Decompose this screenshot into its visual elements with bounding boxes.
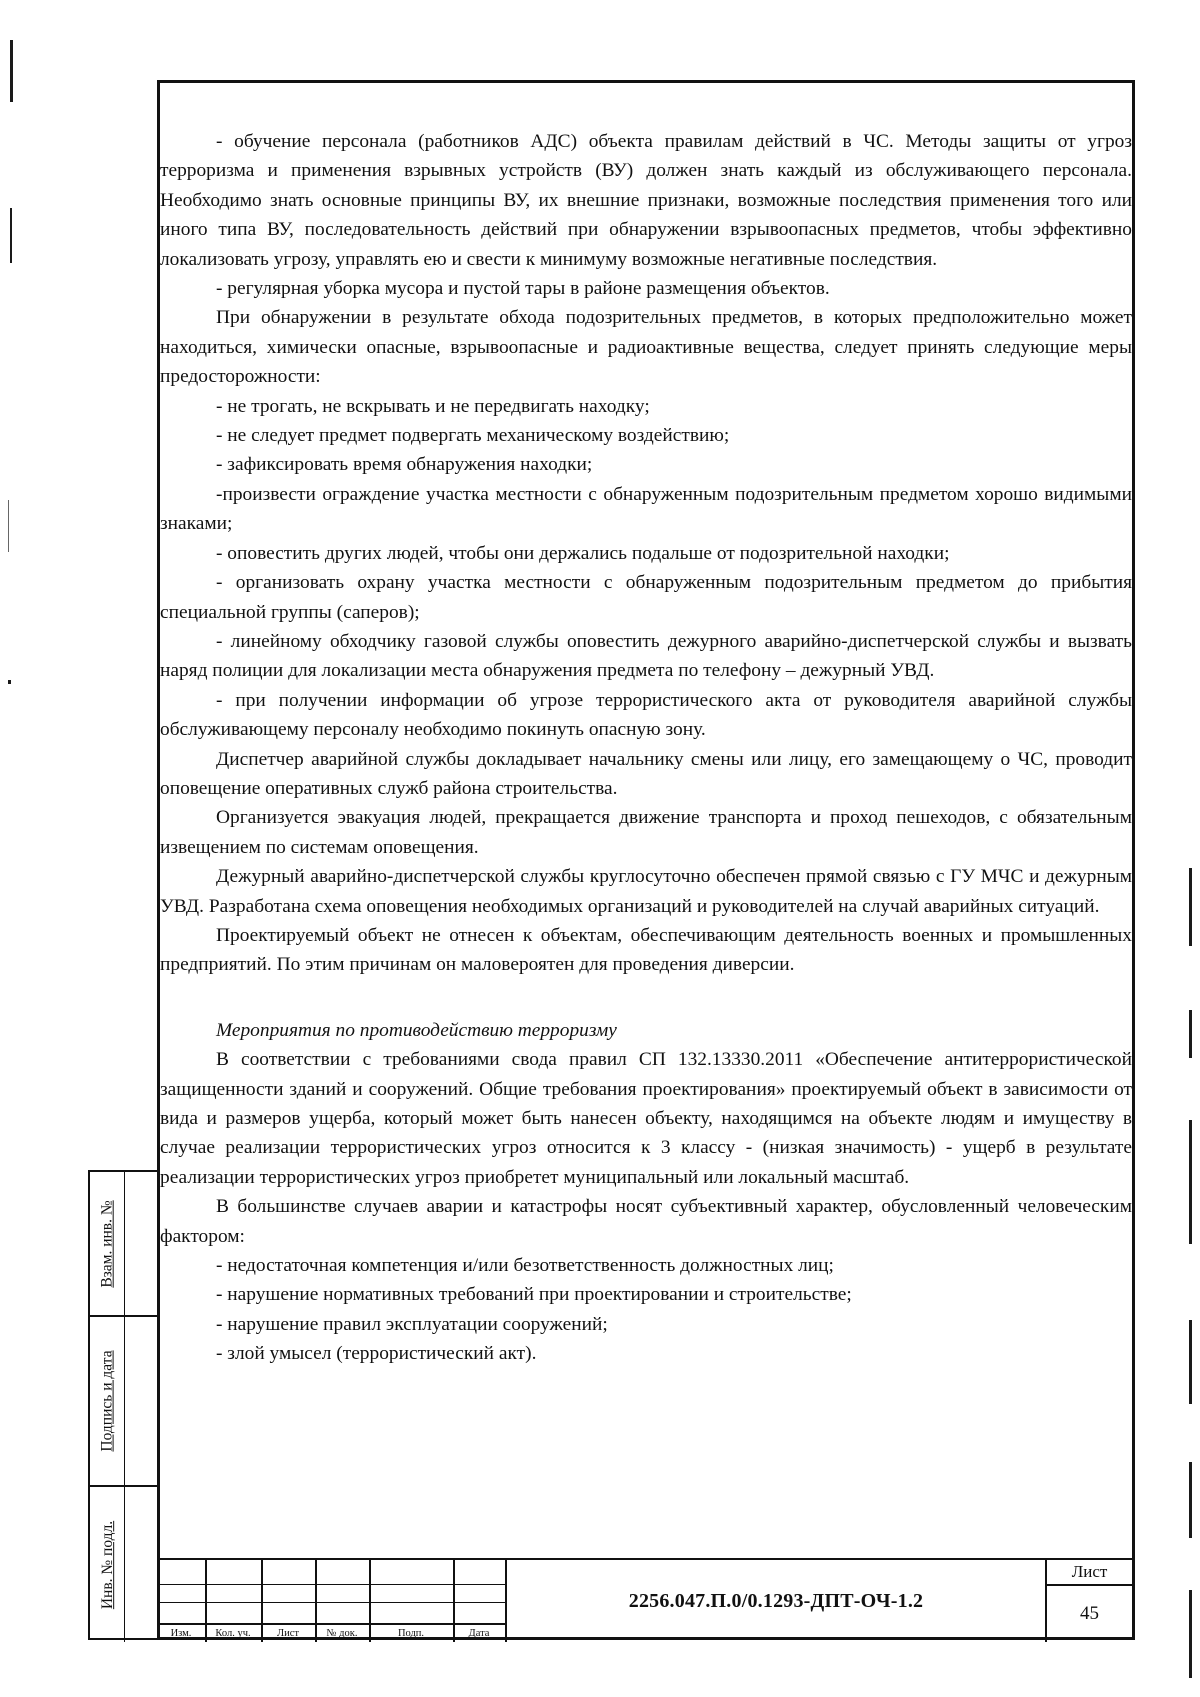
paragraph: - организовать охрану участка местности с обнаруженным подозрительным предметом до прибытия специальной группы (саперов);: [160, 572, 1132, 623]
tb-header-data: Дата: [468, 1627, 490, 1639]
scan-mark: [1189, 1010, 1192, 1058]
scan-mark: [8, 500, 9, 552]
paragraph: - регулярная уборка мусора и пустой тары в районе размещения объектов.: [216, 278, 830, 300]
paragraph: - зафиксировать время обнаружения находки;: [216, 454, 593, 476]
scan-mark: [1189, 1462, 1192, 1538]
paragraph: - обучение персонала (работников АДС) объекта правилам действий в ЧС. Методы защиты от угроз терроризма и применения взрывных устройств (ВУ) должен знать каждый из обслуживающего персонала. Необходимо знать основные принципы ВУ, их внешние признаки, возможные последствия применения того или иного типа ВУ, последовательность действий при обнаружении взрывоопасных предметов, чтобы эффективно локализовать угрозу, управлять ею и свести к минимуму возможные негативные последствия.: [160, 131, 1132, 270]
paragraph: Проектируемый объект не отнесен к объектам, обеспечивающим деятельность военных и промышленных предприятий. По этим причинам он маловероятен для проведения диверсии.: [160, 924, 1132, 976]
paragraph: В большинстве случаев аварии и катастрофы носят субъективный характер, обусловленный человеческим фактором:: [160, 1196, 1132, 1247]
paragraph: -произвести ограждение участка местности с обнаруженным подозрительным предметом хорошо видимыми знаками;: [160, 483, 1132, 535]
tb-header-podp: Подп.: [397, 1627, 425, 1639]
paragraph: - оповестить других людей, чтобы они держались подальше от подозрительной находки;: [216, 542, 950, 564]
side-stamp-label: Подпись и дата: [99, 1350, 116, 1452]
sheet-number: 45: [1080, 1603, 1099, 1624]
tb-header-izm: Изм.: [170, 1627, 192, 1639]
scan-mark: [1189, 1320, 1192, 1404]
paragraph: При обнаружении в результате обхода подозрительных предметов, в которых предположительно может находиться, химически опасные, взрывоопасные и радиоактивные вещества, следует принять следующие меры предосторожности:: [160, 307, 1132, 388]
document-body: [160, 127, 1132, 1369]
scan-mark: [1189, 1120, 1192, 1244]
side-stamp-label: Инв. № подл.: [99, 1520, 117, 1609]
paragraph: - злой умысел (террористический акт).: [216, 1343, 537, 1365]
paragraph: - линейному обходчику газовой службы оповестить дежурного аварийно-диспетчерской службы и вызвать наряд полиции для локализации места обнаружения предмета по телефону – дежурный УВД.: [160, 630, 1132, 682]
tb-header-doc: № док.: [326, 1627, 358, 1639]
scan-mark: [8, 680, 11, 684]
paragraph: Дежурный аварийно-диспетчерской службы круглосуточно обеспечен прямой связью с ГУ МЧС и дежурным УВД. Разработана схема оповещения необходимых организаций и руководителей на случай аварийных ситуаций.: [160, 866, 1132, 917]
spacer: [160, 980, 1132, 1016]
side-stamp-inv: [90, 1487, 157, 1642]
scan-mark: [1189, 868, 1192, 946]
revision-grid: [157, 1560, 505, 1642]
document-code: 2256.047.П.0/0.1293-ДПТ-ОЧ-1.2: [505, 1560, 1047, 1642]
tb-header-kol: Кол. уч.: [215, 1627, 251, 1639]
paragraph: - при получении информации об угрозе террористического акта от руководителя аварийной службы обслуживающему персоналу необходимо покинуть опасную зону.: [160, 689, 1132, 741]
sheet-label: Лист: [1047, 1560, 1132, 1586]
scan-mark: [10, 208, 12, 263]
side-stamp-label: Взам. инв. №: [99, 1199, 117, 1288]
paragraph: Диспетчер аварийной службы докладывает начальнику смены или лицу, его замещающему о ЧС, проводит оповещение оперативных служб района строительства.: [160, 748, 1132, 799]
side-stamp-vzam: [90, 1172, 157, 1317]
sheet-box: [1047, 1560, 1132, 1642]
side-stamp: [88, 1170, 157, 1640]
paragraph: Организуется эвакуация людей, прекращается движение транспорта и проход пешеходов, с обязательным извещением по системам оповещения.: [160, 807, 1132, 858]
paragraph: - нарушение нормативных требований при проектировании и строительстве;: [216, 1284, 852, 1306]
title-block: [157, 1558, 1135, 1640]
tb-header-list: Лист: [277, 1627, 299, 1639]
side-stamp-podpis: [90, 1317, 157, 1487]
paragraph: В соответствии с требованиями свода правил СП 132.13330.2011 «Обеспечение антитеррористической защищенности зданий и сооружений. Общие требования проектирования» проектируемый объект в зависимости от вида и размеров ущерба, который может быть нанесен объекту, находящимся на объекте людям и имуществу в случае реализации террористических угроз относится к 3 классу - (низкая значимость) - ущерб в результате реализации террористических угроз приобретет муниципальный или локальный масштаб.: [160, 1049, 1132, 1188]
paragraph: - не следует предмет подвергать механическому воздействию;: [216, 425, 730, 447]
scan-mark: [10, 40, 13, 102]
paragraph: - не трогать, не вскрывать и не передвигать находку;: [216, 395, 650, 417]
paragraph: - недостаточная компетенция и/или безответственность должностных лиц;: [216, 1255, 834, 1277]
scan-mark: [1189, 1590, 1192, 1678]
section-heading: Мероприятия по противодействию терроризму: [216, 1019, 617, 1041]
paragraph: - нарушение правил эксплуатации сооружений;: [216, 1313, 608, 1335]
